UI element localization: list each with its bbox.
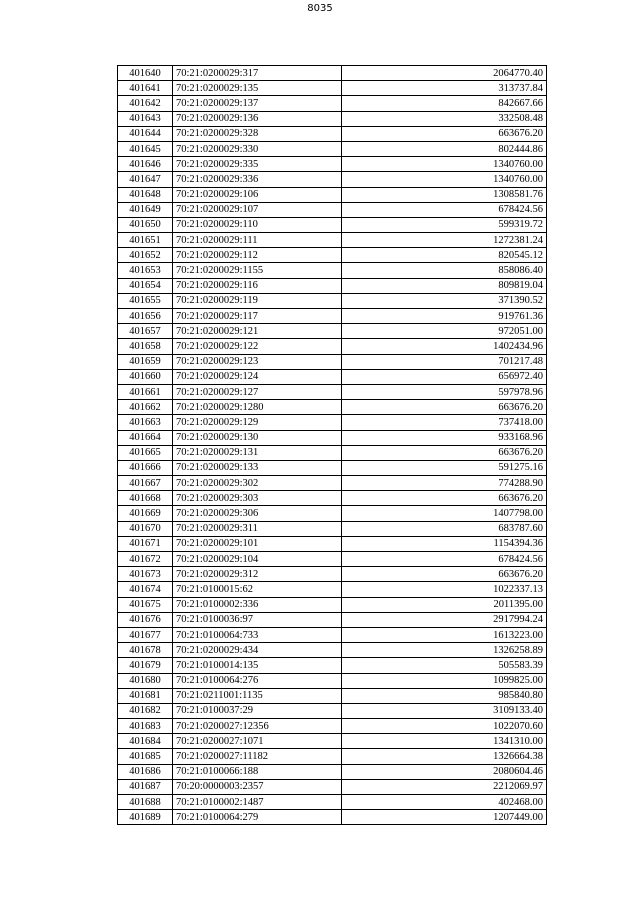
cadastral-number-cell: 70:21:0200029:306 <box>173 506 342 521</box>
row-number-cell: 401647 <box>118 172 173 187</box>
row-number-cell: 401687 <box>118 779 173 794</box>
value-cell: 1022337.13 <box>342 582 547 597</box>
value-cell: 2080604.46 <box>342 764 547 779</box>
row-number-cell: 401663 <box>118 415 173 430</box>
table-row <box>118 597 547 612</box>
value-cell: 1326258.89 <box>342 643 547 658</box>
value-cell: 919761.36 <box>342 309 547 324</box>
registry-table-body <box>118 66 547 825</box>
row-number-cell: 401645 <box>118 141 173 156</box>
table-row <box>118 141 547 156</box>
cadastral-number-cell: 70:20:0000003:2357 <box>173 779 342 794</box>
row-number-cell: 401653 <box>118 263 173 278</box>
row-number-cell: 401656 <box>118 309 173 324</box>
row-number-cell: 401661 <box>118 384 173 399</box>
value-cell: 663676.20 <box>342 400 547 415</box>
cadastral-number-cell: 70:21:0200029:123 <box>173 354 342 369</box>
cadastral-number-cell: 70:21:0200029:106 <box>173 187 342 202</box>
value-cell: 678424.56 <box>342 552 547 567</box>
value-cell: 737418.00 <box>342 415 547 430</box>
row-number-cell: 401672 <box>118 552 173 567</box>
cadastral-number-cell: 70:21:0200029:133 <box>173 460 342 475</box>
cadastral-number-cell: 70:21:0200029:328 <box>173 126 342 141</box>
cadastral-number-cell: 70:21:0200029:434 <box>173 643 342 658</box>
row-number-cell: 401644 <box>118 126 173 141</box>
value-cell: 663676.20 <box>342 491 547 506</box>
row-number-cell: 401650 <box>118 217 173 232</box>
cadastral-number-cell: 70:21:0100064:279 <box>173 810 342 825</box>
table-row <box>118 96 547 111</box>
row-number-cell: 401679 <box>118 658 173 673</box>
table-row <box>118 734 547 749</box>
value-cell: 656972.40 <box>342 369 547 384</box>
table-row <box>118 81 547 96</box>
table-row <box>118 187 547 202</box>
row-number-cell: 401649 <box>118 202 173 217</box>
value-cell: 2011395.00 <box>342 597 547 612</box>
table-row <box>118 764 547 779</box>
row-number-cell: 401654 <box>118 278 173 293</box>
row-number-cell: 401671 <box>118 536 173 551</box>
table-row <box>118 293 547 308</box>
row-number-cell: 401678 <box>118 643 173 658</box>
value-cell: 802444.86 <box>342 141 547 156</box>
cadastral-number-cell: 70:21:0200029:136 <box>173 111 342 126</box>
cadastral-number-cell: 70:21:0200029:336 <box>173 172 342 187</box>
table-row <box>118 476 547 491</box>
cadastral-number-cell: 70:21:0100064:733 <box>173 627 342 642</box>
cadastral-number-cell: 70:21:0200027:1071 <box>173 734 342 749</box>
row-number-cell: 401666 <box>118 460 173 475</box>
cadastral-number-cell: 70:21:0100064:276 <box>173 673 342 688</box>
table-row <box>118 445 547 460</box>
cadastral-number-cell: 70:21:0200029:335 <box>173 157 342 172</box>
table-row <box>118 491 547 506</box>
row-number-cell: 401669 <box>118 506 173 521</box>
value-cell: 2212069.97 <box>342 779 547 794</box>
row-number-cell: 401641 <box>118 81 173 96</box>
table-row <box>118 567 547 582</box>
table-row <box>118 506 547 521</box>
row-number-cell: 401640 <box>118 66 173 81</box>
table-row <box>118 278 547 293</box>
page-number: 8035 <box>307 3 333 14</box>
cadastral-number-cell: 70:21:0200027:12356 <box>173 719 342 734</box>
value-cell: 1326664.38 <box>342 749 547 764</box>
table-row <box>118 627 547 642</box>
value-cell: 1022070.60 <box>342 719 547 734</box>
cadastral-number-cell: 70:21:0200029:101 <box>173 536 342 551</box>
value-cell: 678424.56 <box>342 202 547 217</box>
value-cell: 858086.40 <box>342 263 547 278</box>
cadastral-number-cell: 70:21:0200029:302 <box>173 476 342 491</box>
value-cell: 1341310.00 <box>342 734 547 749</box>
table-row <box>118 126 547 141</box>
value-cell: 683787.60 <box>342 521 547 536</box>
cadastral-number-cell: 70:21:0100037:29 <box>173 703 342 718</box>
cadastral-number-cell: 70:21:0200029:312 <box>173 567 342 582</box>
cadastral-number-cell: 70:21:0200029:137 <box>173 96 342 111</box>
value-cell: 933168.96 <box>342 430 547 445</box>
value-cell: 597978.96 <box>342 384 547 399</box>
table-row <box>118 612 547 627</box>
row-number-cell: 401651 <box>118 233 173 248</box>
row-number-cell: 401660 <box>118 369 173 384</box>
cadastral-number-cell: 70:21:0200029:131 <box>173 445 342 460</box>
table-row <box>118 643 547 658</box>
table-row <box>118 202 547 217</box>
cadastral-number-cell: 70:21:0100066:188 <box>173 764 342 779</box>
value-cell: 972051.00 <box>342 324 547 339</box>
value-cell: 1340760.00 <box>342 157 547 172</box>
table-row <box>118 263 547 278</box>
table-row <box>118 172 547 187</box>
table-row <box>118 703 547 718</box>
row-number-cell: 401655 <box>118 293 173 308</box>
cadastral-number-cell: 70:21:0100015:62 <box>173 582 342 597</box>
value-cell: 1154394.36 <box>342 536 547 551</box>
cadastral-number-cell: 70:21:0200029:111 <box>173 233 342 248</box>
cadastral-number-cell: 70:21:0200029:107 <box>173 202 342 217</box>
cadastral-number-cell: 70:21:0200029:1155 <box>173 263 342 278</box>
value-cell: 1340760.00 <box>342 172 547 187</box>
table-row <box>118 157 547 172</box>
value-cell: 599319.72 <box>342 217 547 232</box>
value-cell: 701217.48 <box>342 354 547 369</box>
value-cell: 1207449.00 <box>342 810 547 825</box>
registry-table <box>117 65 547 825</box>
value-cell: 842667.66 <box>342 96 547 111</box>
cadastral-number-cell: 70:21:0200029:124 <box>173 369 342 384</box>
table-row <box>118 111 547 126</box>
table-row <box>118 779 547 794</box>
cadastral-number-cell: 70:21:0200029:112 <box>173 248 342 263</box>
cadastral-number-cell: 70:21:0200029:121 <box>173 324 342 339</box>
table-row <box>118 673 547 688</box>
row-number-cell: 401689 <box>118 810 173 825</box>
cadastral-number-cell: 70:21:0200029:130 <box>173 430 342 445</box>
value-cell: 663676.20 <box>342 126 547 141</box>
cadastral-number-cell: 70:21:0100002:1487 <box>173 795 342 810</box>
cadastral-number-cell: 70:21:0200029:117 <box>173 309 342 324</box>
value-cell: 985840.80 <box>342 688 547 703</box>
value-cell: 1402434.96 <box>342 339 547 354</box>
table-row <box>118 795 547 810</box>
row-number-cell: 401670 <box>118 521 173 536</box>
value-cell: 1272381.24 <box>342 233 547 248</box>
row-number-cell: 401659 <box>118 354 173 369</box>
table-row <box>118 810 547 825</box>
value-cell: 663676.20 <box>342 567 547 582</box>
value-cell: 1613223.00 <box>342 627 547 642</box>
row-number-cell: 401667 <box>118 476 173 491</box>
value-cell: 1099825.00 <box>342 673 547 688</box>
table-row <box>118 552 547 567</box>
row-number-cell: 401652 <box>118 248 173 263</box>
value-cell: 3109133.40 <box>342 703 547 718</box>
value-cell: 332508.48 <box>342 111 547 126</box>
value-cell: 809819.04 <box>342 278 547 293</box>
row-number-cell: 401665 <box>118 445 173 460</box>
row-number-cell: 401668 <box>118 491 173 506</box>
cadastral-number-cell: 70:21:0200029:127 <box>173 384 342 399</box>
cadastral-number-cell: 70:21:0100002:336 <box>173 597 342 612</box>
row-number-cell: 401676 <box>118 612 173 627</box>
table-row <box>118 749 547 764</box>
row-number-cell: 401681 <box>118 688 173 703</box>
table-row <box>118 369 547 384</box>
table-row <box>118 658 547 673</box>
value-cell: 371390.52 <box>342 293 547 308</box>
value-cell: 2917994.24 <box>342 612 547 627</box>
value-cell: 402468.00 <box>342 795 547 810</box>
row-number-cell: 401643 <box>118 111 173 126</box>
table-row <box>118 582 547 597</box>
table-row <box>118 339 547 354</box>
table-row <box>118 309 547 324</box>
row-number-cell: 401680 <box>118 673 173 688</box>
row-number-cell: 401674 <box>118 582 173 597</box>
table-row <box>118 521 547 536</box>
value-cell: 663676.20 <box>342 445 547 460</box>
value-cell: 820545.12 <box>342 248 547 263</box>
cadastral-number-cell: 70:21:0200029:122 <box>173 339 342 354</box>
table-row <box>118 719 547 734</box>
value-cell: 774288.90 <box>342 476 547 491</box>
table-row <box>118 430 547 445</box>
table-row <box>118 248 547 263</box>
cadastral-number-cell: 70:21:0200029:110 <box>173 217 342 232</box>
cadastral-number-cell: 70:21:0200029:317 <box>173 66 342 81</box>
row-number-cell: 401675 <box>118 597 173 612</box>
row-number-cell: 401657 <box>118 324 173 339</box>
cadastral-number-cell: 70:21:0200029:1280 <box>173 400 342 415</box>
table-row <box>118 384 547 399</box>
table-row <box>118 536 547 551</box>
row-number-cell: 401686 <box>118 764 173 779</box>
table-row <box>118 233 547 248</box>
cadastral-number-cell: 70:21:0200029:116 <box>173 278 342 293</box>
row-number-cell: 401646 <box>118 157 173 172</box>
cadastral-number-cell: 70:21:0211001:1135 <box>173 688 342 703</box>
cadastral-number-cell: 70:21:0200029:135 <box>173 81 342 96</box>
row-number-cell: 401684 <box>118 734 173 749</box>
row-number-cell: 401648 <box>118 187 173 202</box>
row-number-cell: 401682 <box>118 703 173 718</box>
row-number-cell: 401664 <box>118 430 173 445</box>
row-number-cell: 401685 <box>118 749 173 764</box>
table-row <box>118 66 547 81</box>
cadastral-number-cell: 70:21:0200029:311 <box>173 521 342 536</box>
value-cell: 505583.39 <box>342 658 547 673</box>
cadastral-number-cell: 70:21:0200029:104 <box>173 552 342 567</box>
cadastral-number-cell: 70:21:0200029:129 <box>173 415 342 430</box>
table-row <box>118 400 547 415</box>
row-number-cell: 401677 <box>118 627 173 642</box>
cadastral-number-cell: 70:21:0100014:135 <box>173 658 342 673</box>
value-cell: 1407798.00 <box>342 506 547 521</box>
row-number-cell: 401683 <box>118 719 173 734</box>
table-row <box>118 324 547 339</box>
cadastral-number-cell: 70:21:0200029:303 <box>173 491 342 506</box>
cadastral-number-cell: 70:21:0200027:11182 <box>173 749 342 764</box>
cadastral-number-cell: 70:21:0200029:330 <box>173 141 342 156</box>
table-row <box>118 688 547 703</box>
value-cell: 313737.84 <box>342 81 547 96</box>
cadastral-number-cell: 70:21:0100036:97 <box>173 612 342 627</box>
row-number-cell: 401642 <box>118 96 173 111</box>
row-number-cell: 401662 <box>118 400 173 415</box>
row-number-cell: 401688 <box>118 795 173 810</box>
table-row <box>118 217 547 232</box>
value-cell: 591275.16 <box>342 460 547 475</box>
value-cell: 1308581.76 <box>342 187 547 202</box>
table-row <box>118 460 547 475</box>
table-row <box>118 354 547 369</box>
row-number-cell: 401673 <box>118 567 173 582</box>
row-number-cell: 401658 <box>118 339 173 354</box>
value-cell: 2064770.40 <box>342 66 547 81</box>
cadastral-number-cell: 70:21:0200029:119 <box>173 293 342 308</box>
table-row <box>118 415 547 430</box>
